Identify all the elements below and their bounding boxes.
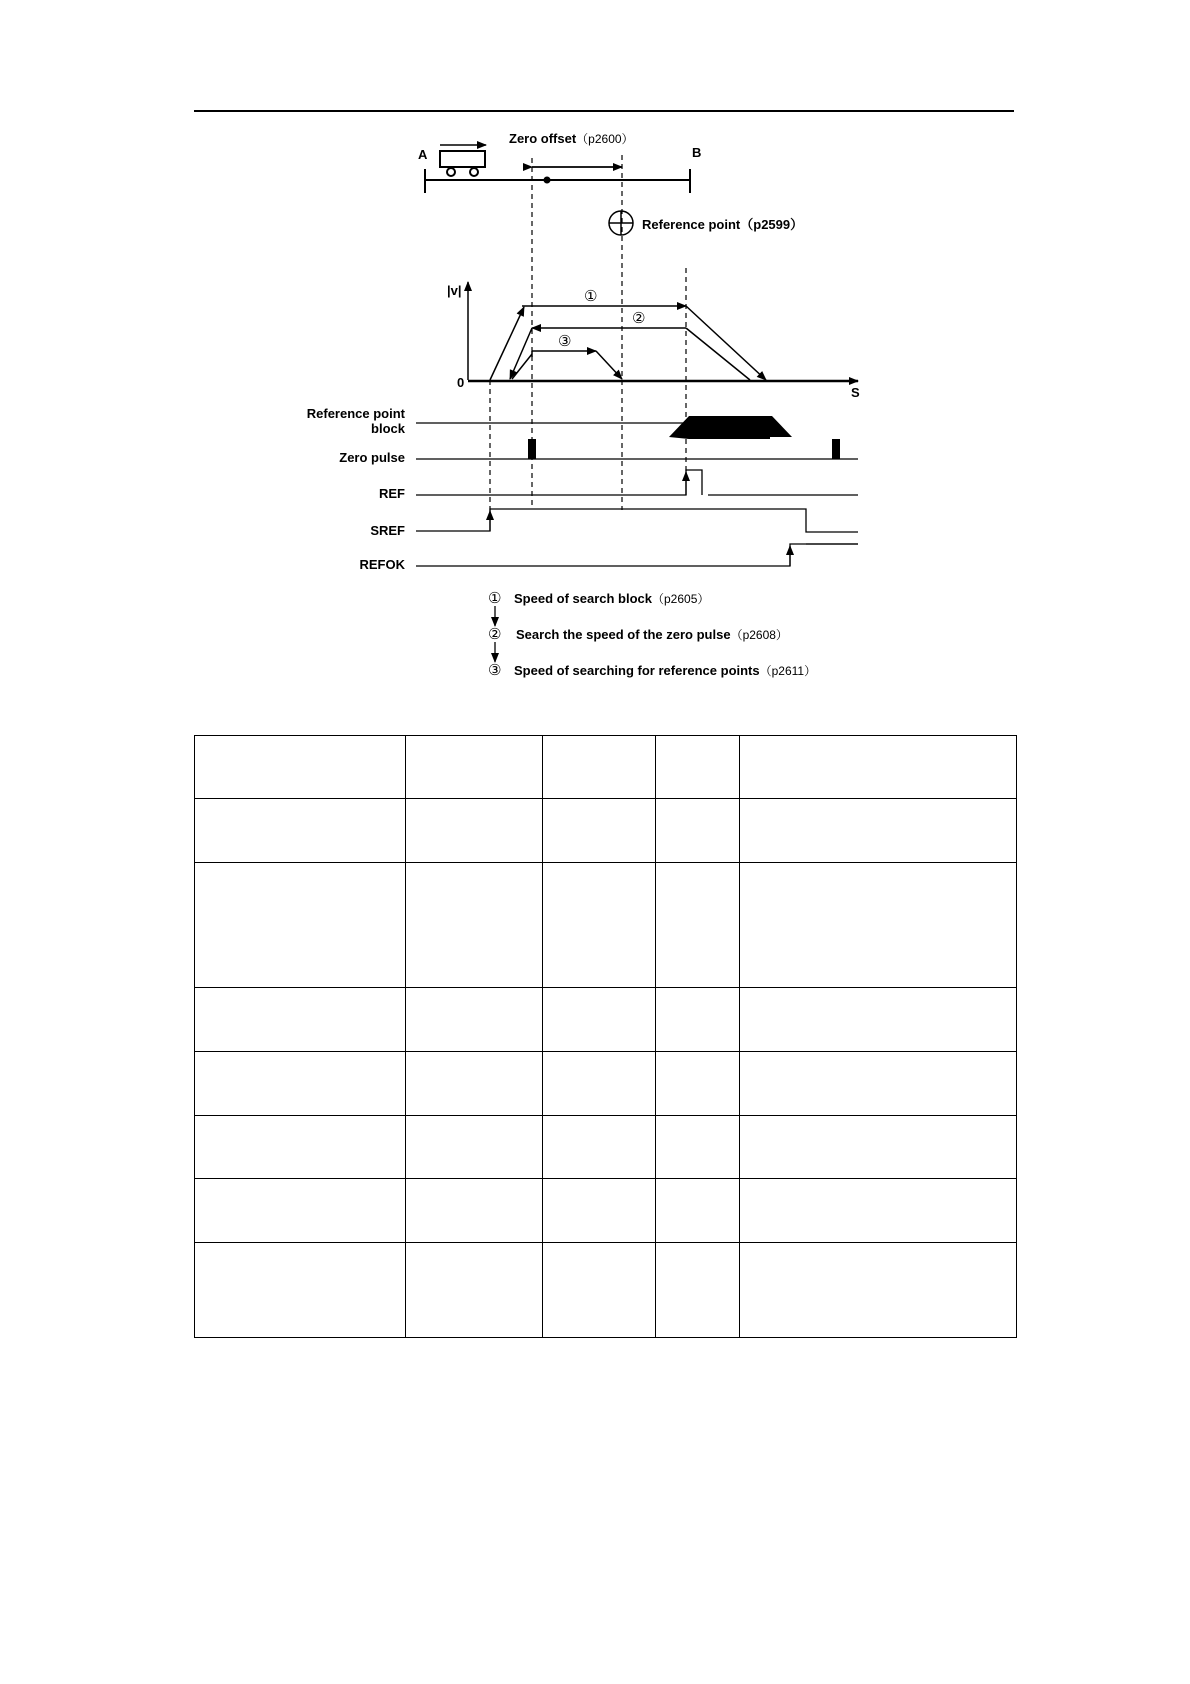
table-cell	[656, 1243, 740, 1338]
table-cell	[543, 736, 656, 799]
table-cell	[406, 1052, 543, 1116]
table-cell	[740, 1116, 1017, 1179]
table-cell	[740, 1052, 1017, 1116]
table-row	[195, 1243, 1017, 1338]
phase-marker-3: ③	[558, 332, 572, 350]
zero-pulse-mark-2	[832, 439, 840, 459]
table-cell	[195, 1179, 406, 1243]
table-row	[195, 799, 1017, 863]
table-cell	[740, 1179, 1017, 1243]
legend-item-2: Search the speed of the zero pulse（p2608）	[516, 627, 788, 642]
legend-marker-2: ②	[488, 625, 502, 643]
legend-marker-3: ③	[488, 661, 502, 679]
table-cell	[740, 736, 1017, 799]
table-cell	[195, 1116, 406, 1179]
signal-label-ref: REF	[379, 486, 405, 501]
signal-label-zero-pulse: Zero pulse	[339, 450, 405, 465]
table-cell	[740, 863, 1017, 988]
table-cell	[656, 863, 740, 988]
table-cell	[195, 1052, 406, 1116]
table-cell	[656, 1116, 740, 1179]
axis-s-label: S	[851, 385, 860, 400]
table-cell	[406, 863, 543, 988]
table-cell	[543, 799, 656, 863]
table-row	[195, 736, 1017, 799]
table-cell	[195, 1243, 406, 1338]
zero-offset-label: Zero offset（p2600）	[509, 131, 634, 146]
signal-lines	[416, 423, 858, 566]
table-cell	[656, 1179, 740, 1243]
table-cell	[543, 988, 656, 1052]
label-b: B	[692, 145, 702, 160]
reference-block-shape	[669, 416, 792, 439]
phase-marker-1: ①	[584, 287, 598, 305]
table-row	[195, 863, 1017, 988]
empty-parameter-table	[194, 735, 1017, 1338]
signal-label-refok: REFOK	[359, 557, 405, 572]
table-cell	[656, 799, 740, 863]
signal-label-ref-block: Reference point	[306, 406, 405, 421]
phase-marker-2: ②	[632, 309, 646, 327]
table-cell	[406, 1243, 543, 1338]
table-cell	[406, 988, 543, 1052]
legend-item-1: Speed of search block（p2605）	[514, 591, 710, 606]
table-cell	[740, 799, 1017, 863]
table-cell	[195, 863, 406, 988]
legend-item-3: Speed of searching for reference points（p2611）	[514, 663, 817, 678]
legend	[488, 589, 816, 679]
table-cell	[656, 736, 740, 799]
label-a: A	[418, 147, 428, 162]
legend-marker-1: ①	[488, 589, 502, 607]
table-cell	[406, 1116, 543, 1179]
homing-diagram	[0, 0, 1190, 700]
signal-label-ref-block-2: block	[371, 421, 405, 436]
table-row	[195, 1116, 1017, 1179]
table-row	[195, 1052, 1017, 1116]
mechanical-sketch	[418, 131, 803, 235]
zero-pulse-mark-1	[528, 439, 536, 459]
table-cell	[543, 863, 656, 988]
table-cell	[543, 1052, 656, 1116]
dashed-guides	[490, 155, 686, 520]
table-cell	[543, 1243, 656, 1338]
table-cell	[543, 1179, 656, 1243]
velocity-profile	[468, 282, 858, 381]
table-row	[195, 988, 1017, 1052]
table-cell	[543, 1116, 656, 1179]
table-cell	[406, 1179, 543, 1243]
table-cell	[406, 736, 543, 799]
reference-point-label: Reference point（p2599）	[642, 217, 804, 232]
cart-icon	[440, 151, 485, 167]
table-cell	[656, 1052, 740, 1116]
table-row	[195, 1179, 1017, 1243]
axis-origin-label: 0	[457, 375, 465, 390]
table-cell	[195, 988, 406, 1052]
signal-label-sref: SREF	[370, 523, 405, 538]
axis-v-label: |v|	[447, 283, 462, 298]
table-cell	[740, 988, 1017, 1052]
table-cell	[195, 736, 406, 799]
table-cell	[740, 1243, 1017, 1338]
table-cell	[195, 799, 406, 863]
table-cell	[406, 799, 543, 863]
table-cell	[656, 988, 740, 1052]
